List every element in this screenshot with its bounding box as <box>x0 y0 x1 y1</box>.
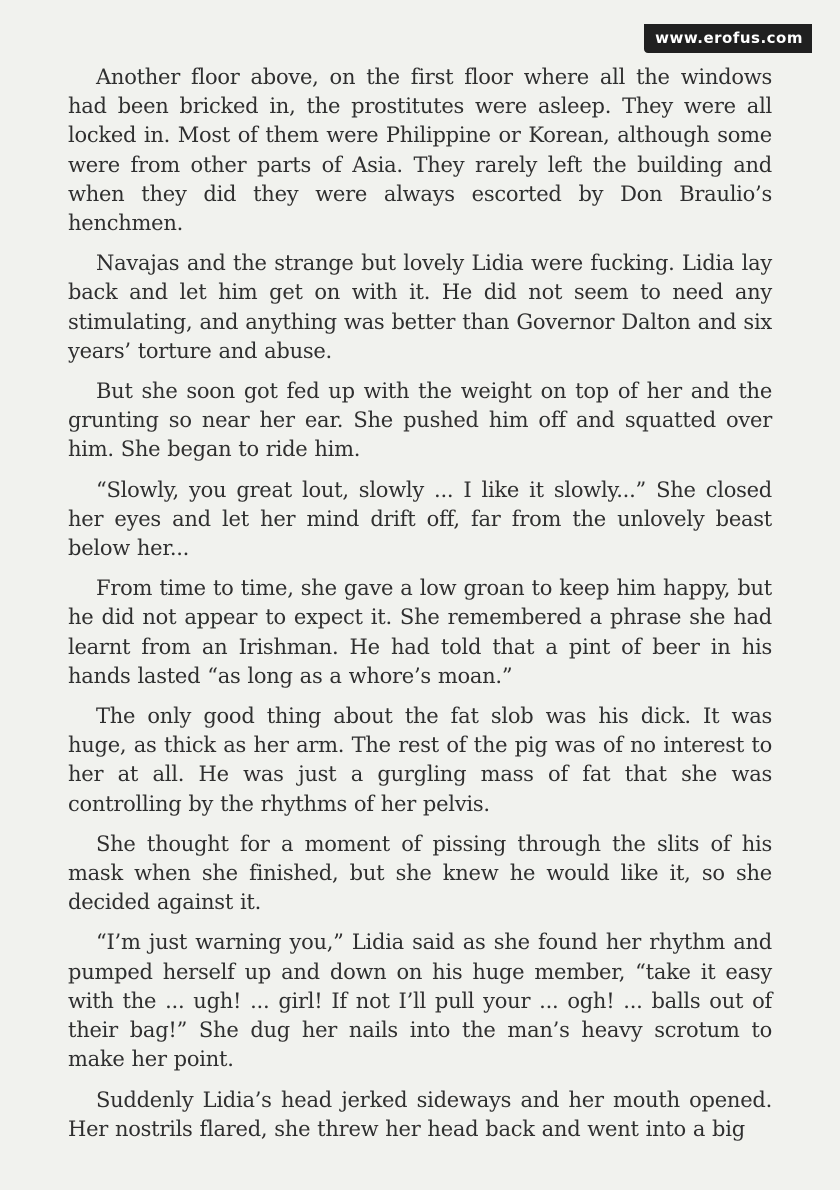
paragraph: “I’m just warning you,” Lidia said as she found her rhythm and pumped herself up and down on his huge member, “take it easy with the ... ugh! ... girl! If not I’ll pull your ... ogh! ... balls out of their bag!” She dug her nails into the man’s heavy scrotum to make her point. <box>68 930 772 1072</box>
paragraph: She thought for a moment of pissing through the slits of his mask when she finished, but she knew he would like it, so she decided against it. <box>68 831 772 915</box>
paragraph: “Slowly, you great lout, slowly ... I like it slowly...” She closed her eyes and let her mind drift off, far from the unlovely beast below her... <box>68 477 772 561</box>
page-text <box>68 63 772 1155</box>
paragraph: But she soon got fed up with the weight on top of her and the grunting so near her ear. She pushed him off and squatted over him. She began to ride him. <box>68 379 772 462</box>
paragraph: Navajas and the strange but lovely Lidia were fucking. Lidia lay back and let him get on with it. He did not seem to need any stimulating, and anything was better than Governor Dalton and six years’ torture and abuse. <box>68 251 772 363</box>
paragraph: From time to time, she gave a low groan to keep him happy, but he did not appear to expect it. She remembered a phrase she had learnt from an Irishman. He had told that a pint of beer in his hands lasted “as long as a whore’s moan.” <box>68 576 772 688</box>
paragraph: Another floor above, on the first floor where all the windows had been bricked in, the prostitutes were asleep. They were all locked in. Most of them were Philippine or Korean, although some were from other parts of Asia. They rarely left the building and when they did they were always escorted by Don Braulio’s henchmen. <box>68 65 772 236</box>
paragraph: Suddenly Lidia’s head jerked sideways and her mouth opened. Her nostrils flared, she threw her head back and went into a big <box>68 1087 772 1141</box>
site-watermark: www.erofus.com <box>644 24 812 53</box>
paragraph: The only good thing about the fat slob was his dick. It was huge, as thick as her arm. The rest of the pig was of no interest to her at all. He was just a gurgling mass of fat that she was controlling by the rhythms of her pelvis. <box>68 704 772 816</box>
